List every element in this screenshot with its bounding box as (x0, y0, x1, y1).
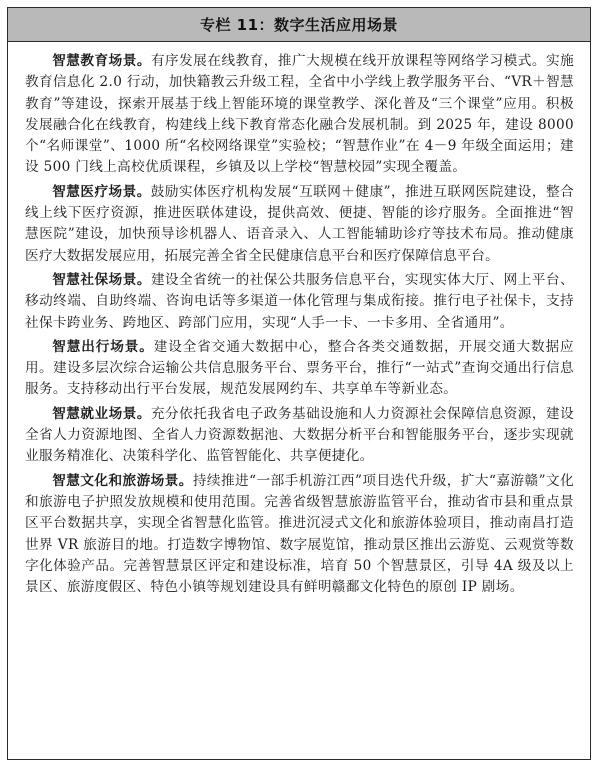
column-box (7, 7, 591, 760)
section-heading: 智慧就业场景。 (52, 405, 151, 422)
section-body: 持续推进“一部手机游江西”项目迭代升级，扩大“嘉游赣”文化和旅游电子护照发放规模和使用范围。完善省级智慧旅游监管平台，推动省市县和重点景区平台数据共享，实现全省智慧化监管。推进沉浸式文化和旅游体验项目，推动南昌打造世界 VR 旅游目的地。打造数字博物馆、数字展览馆，推动景区推出云游览、云观赏等数字化体验产品。完善智慧景区评定和建设标准，培育 50 个智慧景区，引导 4A 级及以上景区、旅游度假区、特色小镇等规划建设具有鲜明赣鄱文化特色的原创 IP 剧场。 (25, 472, 575, 596)
column-content (8, 42, 590, 598)
column-title: 专栏 11：数字生活应用场景 (199, 16, 399, 34)
section-transport (25, 337, 574, 401)
section-social-security (25, 270, 574, 334)
section-heading: 智慧文化和旅游场景。 (52, 472, 193, 489)
section-heading: 智慧社保场景。 (52, 271, 151, 288)
section-body: 充分依托我省电子政务基础设施和人力资源社会保障信息资源，建设全省人力资源地图、全省人力资源数据池、大数据分析平台和智能服务平台，逐步实现就业服务精准化、决策科学化、监管智能化、共享便捷化。 (25, 405, 575, 465)
section-heading: 智慧教育场景。 (52, 53, 151, 69)
section-employment (25, 404, 574, 468)
section-culture-tourism (25, 471, 574, 599)
section-body: 有序发展在线教育，推广大规模在线开放课程等网络学习模式。实施教育信息化 2.0 行动，加快籍教云升级工程，全省中小学线上教学服务平台、“VR＋智慧教育”等建设，探索开展基于线上智能环境的课堂教学、深化普及“三个课堂”应用。积极发展融合化在线教育，构建线上线下教育常态化融合发展机制。到 2025 年，建设 8000 个“名师课堂”、1000 所“名校网络课堂”实验校；“智慧作业”在 4－9 年级全面运用；建设 500 门线上高校优质课程，乡镇及以上学校“智慧校园”实现全覆盖。 (25, 53, 575, 176)
column-header (8, 8, 590, 42)
section-education (25, 51, 574, 179)
section-heading: 智慧医疗场景。 (52, 183, 151, 200)
section-body: 建设全省统一的社保公共服务信息平台，实现实体大厅、网上平台、移动终端、自助终端、咨询电话等多渠道一体化管理与集成衔接。推行电子社保卡，支持社保卡跨业务、跨地区、跨部门应用，实现“人手一卡、一卡多用、全省通用”。 (25, 271, 575, 331)
section-body: 建设全省交通大数据中心，整合各类交通数据，开展交通大数据应用。建设多层次综合运输公共信息服务平台、票务平台，推行“一站式”查询交通出行信息服务。支持移动出行平台发展，规范发展网约车、共享单车等新业态。 (25, 338, 574, 398)
section-medical (25, 182, 574, 267)
section-body: 鼓励实体医疗机构发展“互联网＋健康”，推进互联网医院建设，整合线上线下医疗资源，推进医联体建设，提供高效、便捷、智能的诊疗服务。全面推进“智慧医院”建设，加快预导诊机器人、语音录入、人工智能辅助诊疗等技术布局。推动健康医疗大数据发展应用，拓展完善全省全民健康信息平台和医疗保障信息平台。 (25, 183, 575, 264)
section-heading: 智慧出行场景。 (52, 338, 154, 355)
